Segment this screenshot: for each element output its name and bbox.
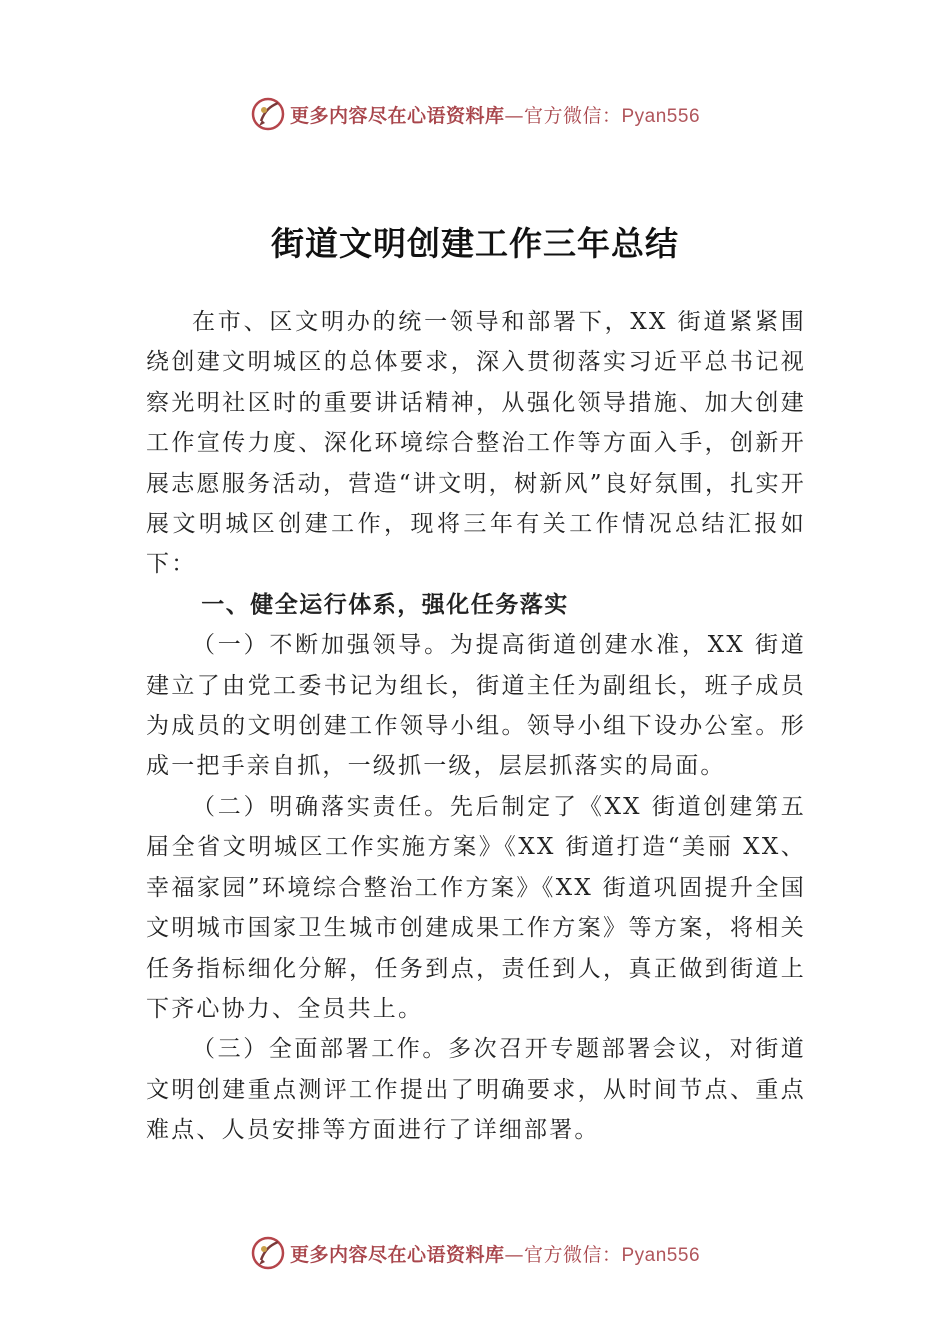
brand-logo-icon bbox=[250, 96, 286, 132]
banner-separator: — bbox=[504, 104, 524, 127]
wechat-label: 官方微信： bbox=[523, 104, 622, 127]
banner-text: 更多内容尽在心语资料库 bbox=[289, 1243, 505, 1266]
document-title: 街道文明创建工作三年总结 bbox=[271, 224, 679, 263]
header-banner bbox=[0, 94, 950, 134]
footer-banner bbox=[0, 1233, 950, 1273]
intro-paragraph: 在市、区文明办的统一领导和部署下，XX 街道紧紧围绕创建文明城区的总体要求，深入贯彻落实习近平总书记视察光明社区时的重要讲话精神，从强化领导措施、加大创建工作宣传力度、深化环境综合整治工作等方面入手，创新开展志愿服务活动，营造“讲文明，树新风”良好氛围，扎实开展文明城区创建工作，现将三年有关工作情况总结汇报如下： bbox=[146, 309, 806, 578]
brand-logo-icon bbox=[250, 1235, 286, 1271]
banner-separator: — bbox=[504, 1243, 524, 1266]
wechat-label: 官方微信： bbox=[523, 1243, 622, 1266]
banner-text: 更多内容尽在心语资料库 bbox=[289, 104, 505, 127]
document-body bbox=[146, 302, 806, 1151]
paragraph: （三）全面部署工作。多次召开专题部署会议，对街道文明创建重点测评工作提出了明确要求，从时间节点、重点难点、人员安排等方面进行了详细部署。 bbox=[146, 1036, 806, 1144]
paragraph: （一）不断加强领导。为提高街道创建水准，XX 街道建立了由党工委书记为组长，街道主任为副组长，班子成员为成员的文明创建工作领导小组。领导小组下设办公室。形成一把手亲自抓，一级抓一级，层层抓落实的局面。 bbox=[146, 632, 806, 780]
wechat-id: Pyan556 bbox=[621, 1244, 701, 1266]
section-heading: 一、健全运行体系，强化任务落实 bbox=[201, 591, 569, 618]
paragraph: （二）明确落实责任。先后制定了《XX 街道创建第五届全省文明城区工作实施方案》《XX 街道打造“美丽 XX、幸福家园”环境综合整治工作方案》《XX 街道巩固提升全国文明城市国家卫生城市创建成果工作方案》等方案，将相关任务指标细化分解，任务到点，责任到人，真正做到街道上下齐心协力、全员共上。 bbox=[146, 793, 806, 1022]
wechat-id: Pyan556 bbox=[621, 105, 701, 127]
